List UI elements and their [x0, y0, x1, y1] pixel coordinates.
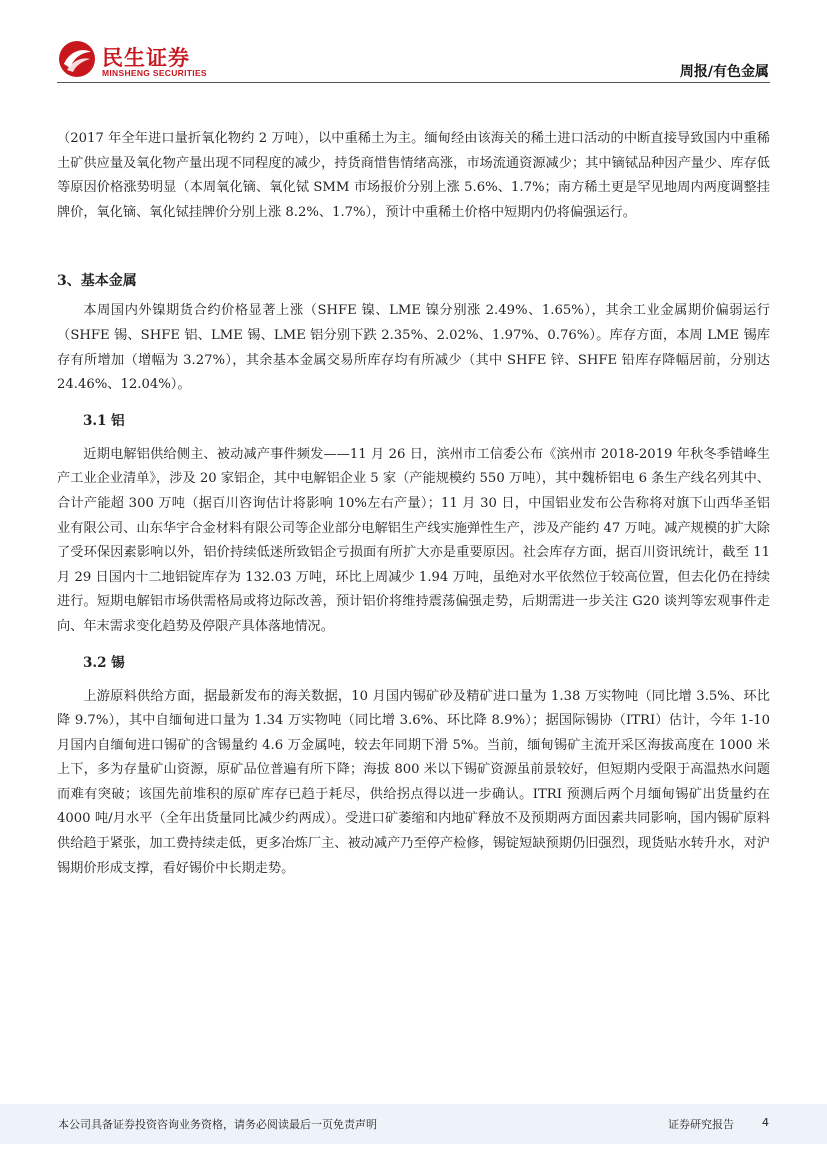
page-header [0, 0, 827, 90]
spacer [57, 675, 770, 685]
intro-paragraph: （2017 年全年进口量折氧化物约 2 万吨），以中重稀土为主。缅甸经由该海关的稀土进口活动的中断直接导致国内中重稀土矿供应量及氧化物产量出现不同程度的减少，持货商惜售情绪高涨，市场流通资源减少；其中镝铽品种因产量少、库存低等原因价格涨势明显（本周氧化镝、氧化铽 SMM 市场报价分别上涨 5.6%、1.7%；南方稀土更是罕见地周内两度调整挂牌价，氧化镝、氧化铽挂牌价分别上涨 8.2%、1.7%），预计中重稀土价格中短期内仍将偏强运行。 [57, 131, 770, 220]
brand-name-en: MINSHENG SECURITIES [102, 68, 207, 78]
footer-doc-type: 证券研究报告 [668, 1118, 734, 1131]
minsheng-logo-icon [58, 40, 96, 78]
section-3-2-paragraph: 上游原料供给方面，据最新发布的海关数据，10 月国内锡矿砂及精矿进口量为 1.38 万实物吨（同比增 3.5%、环比降 9.7%），其中自缅甸进口量为 1.34 万实物吨（同比增 3.6%、环比降 8.9%）；据国际锡协（ITRI）估计，今年 1-10 月国内自缅甸进口锡矿的含锡量约 4.6 万金属吨，较去年同期下滑 5%。当前，缅甸锡矿主流开采区海拔高度在 1000 米上下，多为存量矿山资源，原矿品位普遍有所下降；海拔 800 米以下锡矿资源虽前景较好，但短期内受限于高温热水问题而难有突破；该国先前堆积的原矿库存已趋于耗尽，供给拐点得以进一步确认。ITRI 预测后两个月缅甸锡矿出货量约在 4000 吨/月水平（全年出货量同比减少约两成）。受进口矿萎缩和内地矿释放不及预期两方面因素共同影响，国内锡矿原料供给趋于紧张，加工费持续走低，更多冶炼厂主、被动减产乃至停产检修，锡锭短缺预期仍旧强烈，现货贴水转升水，对沪锡期价形成支撑，看好锡价中长期走势。 [57, 688, 770, 876]
section-3-heading: 3、基本金属 [57, 273, 137, 290]
section-3-2-heading: 3.2 锡 [83, 654, 125, 671]
section-3-1-heading: 3.1 铝 [83, 412, 125, 429]
brand-name-cn: 民生证券 [102, 46, 190, 70]
report-body [57, 127, 770, 881]
report-type: 周报/有色金属 [679, 64, 769, 80]
spacer [57, 640, 770, 651]
page-number: 4 [762, 1116, 769, 1129]
brand-logo [58, 40, 218, 80]
footer-disclaimer: 本公司具备证券投资咨询业务资格，请务必阅读最后一页免责声明 [58, 1118, 377, 1131]
page-footer [0, 1104, 827, 1144]
section-3-paragraph: 本周国内外镍期货合约价格显著上涨（SHFE 镍、LME 镍分别涨 2.49%、1.65%），其余工业金属期价偏弱运行（SHFE 锡、SHFE 铝、LME 锡、LME 铝分别下跌 2.35%、2.02%、1.97%、0.76%）。库存方面，本周 LME 锡库存有所增加（增幅为 3.27%），其余基本金属交易所库存均有所减少（其中 SHFE 锌、SHFE 铅库存降幅居前，分别达 24.46%、12.04%）。 [57, 303, 770, 393]
spacer [57, 225, 770, 269]
spacer [57, 398, 770, 409]
spacer [57, 433, 770, 443]
header-divider [57, 82, 770, 83]
section-3-1-paragraph: 近期电解铝供给侧主、被动减产事件频发——11 月 26 日，滨州市工信委公布《滨州市 2018-2019 年秋冬季错峰生产工业企业清单》，涉及 20 家铝企，其中电解铝企业 5 家（产能规模约 550 万吨），其中魏桥铝电 6 条生产线名列其中、合计产能超 300 万吨（据百川咨询估计将影响 10%左右产量）；11 月 30 日，中国铝业发布公告称将对旗下山西华圣铝业有限公司、山东华宇合金材料有限公司等企业部分电解铝生产线实施弹性生产，涉及产能约 47 万吨。减产规模的扩大除了受环保因素影响以外，铝价持续低迷所致铝企亏损面有所扩大亦是重要原因。社会库存方面，据百川资讯统计，截至 11 月 29 日国内十二地铝锭库存为 132.03 万吨，环比上周减少 1.94 万吨，虽绝对水平依然位于较高位置，但去化仍在持续进行。短期电解铝市场供需格局或将边际改善，预计铝价将维持震荡偏强走势，后期需进一步关注 G20 谈判等宏观事件走向、年末需求变化趋势及停限产具体落地情况。 [57, 446, 770, 634]
